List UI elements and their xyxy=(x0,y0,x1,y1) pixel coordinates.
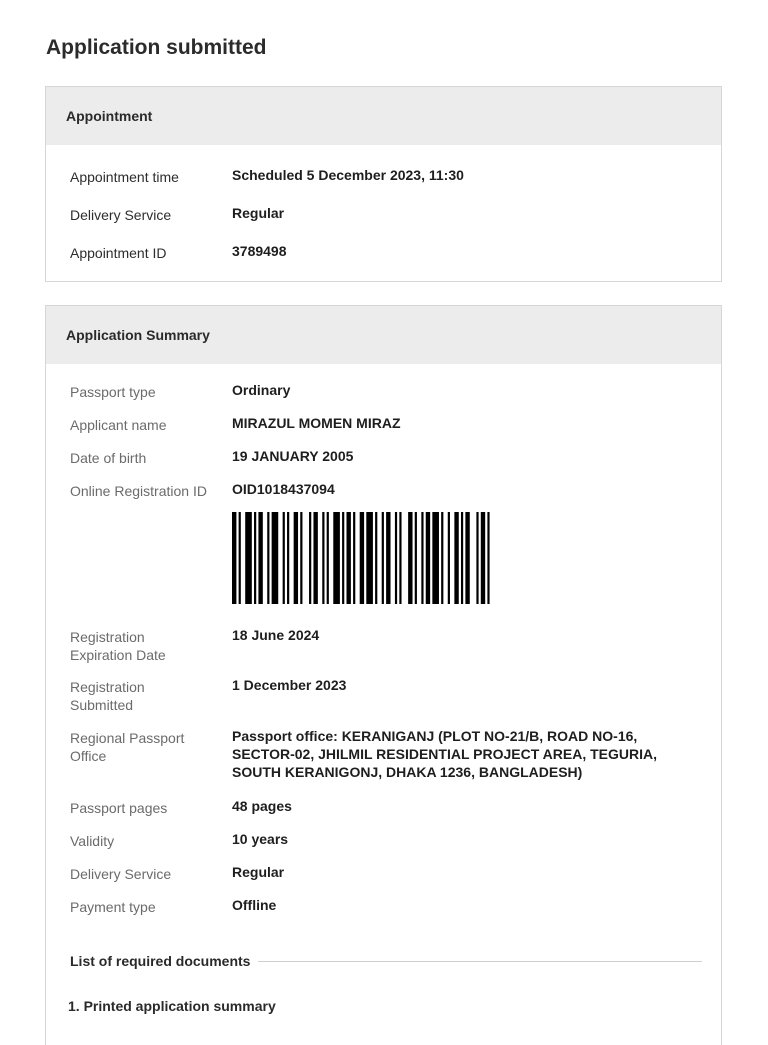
barcode-bar xyxy=(421,512,423,604)
barcode-bar xyxy=(399,512,401,604)
validity-label: Validity xyxy=(70,833,115,849)
required-documents-title: List of required documents xyxy=(70,953,251,969)
barcode-bar xyxy=(300,512,302,604)
barcode-bar xyxy=(232,512,236,604)
barcode-icon xyxy=(232,512,494,604)
barcode-bar xyxy=(481,512,485,604)
registration-submitted-label: Registration Submitted xyxy=(70,679,145,713)
barcode-bar xyxy=(426,512,430,604)
barcode-bar xyxy=(465,512,469,604)
required-document-item: 1. Printed application summary xyxy=(68,998,276,1014)
barcode-bar xyxy=(375,512,377,604)
barcode-bar xyxy=(309,512,311,604)
barcode-bar xyxy=(366,512,373,604)
appointment-delivery-label: Delivery Service xyxy=(70,207,172,223)
barcode-bar xyxy=(432,512,439,604)
date-of-birth-value: 19 JANUARY 2005 xyxy=(232,448,354,464)
barcode-bar xyxy=(245,512,252,604)
barcode-bar xyxy=(283,512,285,604)
regional-passport-office-label: Regional Passport Office xyxy=(70,730,185,764)
payment-type-label: Payment type xyxy=(70,899,156,915)
passport-pages-value: 48 pages xyxy=(232,798,292,814)
application-summary-card xyxy=(45,305,722,1045)
barcode-bar xyxy=(313,512,317,604)
barcode-bar xyxy=(461,512,463,604)
barcode-bar xyxy=(272,512,279,604)
payment-type-value: Offline xyxy=(232,897,277,913)
barcode-bar xyxy=(322,512,324,604)
passport-type-label: Passport type xyxy=(70,384,156,400)
appointment-card xyxy=(45,86,722,282)
application-summary-header: Application Summary xyxy=(46,306,721,364)
barcode-bar xyxy=(346,512,350,604)
divider xyxy=(258,961,702,962)
barcode-bar xyxy=(395,512,397,604)
barcode-bar xyxy=(258,512,262,604)
required-documents-header xyxy=(70,953,702,969)
barcode-bar xyxy=(408,512,412,604)
appointment-id-label: Appointment ID xyxy=(70,245,167,261)
summary-delivery-service-label: Delivery Service xyxy=(70,866,172,882)
passport-pages-label: Passport pages xyxy=(70,800,168,816)
applicant-name-value: MIRAZUL MOMEN MIRAZ xyxy=(232,415,401,431)
barcode-bar xyxy=(476,512,478,604)
barcode-bar xyxy=(327,512,329,604)
date-of-birth-label: Date of birth xyxy=(70,450,147,466)
barcode-bar xyxy=(353,512,355,604)
regional-passport-office-value: Passport office: KERANIGANJ (PLOT NO-21/B, ROAD NO-16, SECTOR-02, JHILMIL RESIDENTIAL PROJECT AREA, TEGURIA, SOUTH KERANIGONJ, DHAKA 1236, BANGLADESH) xyxy=(232,728,657,780)
online-registration-id-value: OID1018437094 xyxy=(232,481,335,497)
passport-type-value: Ordinary xyxy=(232,382,291,398)
barcode-bar xyxy=(287,512,289,604)
appointment-time-label: Appointment time xyxy=(70,169,179,185)
barcode-bar xyxy=(415,512,417,604)
barcode-bar xyxy=(254,512,256,604)
summary-delivery-service-value: Regular xyxy=(232,864,285,880)
appointment-header: Appointment xyxy=(46,87,721,145)
barcode-bar xyxy=(386,512,390,604)
barcode-bar xyxy=(239,512,241,604)
appointment-id-value: 3789498 xyxy=(232,243,287,259)
appointment-time-value: Scheduled 5 December 2023, 11:30 xyxy=(232,167,464,183)
barcode-bar xyxy=(267,512,269,604)
barcode-bar xyxy=(342,512,344,604)
barcode-bar xyxy=(454,512,458,604)
barcode-bar xyxy=(360,512,364,604)
online-registration-id-label: Online Registration ID xyxy=(70,483,207,499)
page-title: Application submitted xyxy=(46,36,267,59)
barcode-bar xyxy=(382,512,384,604)
registration-expiration-value: 18 June 2024 xyxy=(232,627,320,643)
applicant-name-label: Applicant name xyxy=(70,417,167,433)
barcode-bar xyxy=(487,512,489,604)
barcode-bar xyxy=(441,512,443,604)
appointment-delivery-value: Regular xyxy=(232,205,285,221)
barcode-bar xyxy=(448,512,450,604)
validity-value: 10 years xyxy=(232,831,289,847)
registration-expiration-label: Registration Expiration Date xyxy=(70,629,166,663)
barcode-bar xyxy=(333,512,340,604)
registration-submitted-value: 1 December 2023 xyxy=(232,677,347,693)
barcode-bar xyxy=(294,512,298,604)
